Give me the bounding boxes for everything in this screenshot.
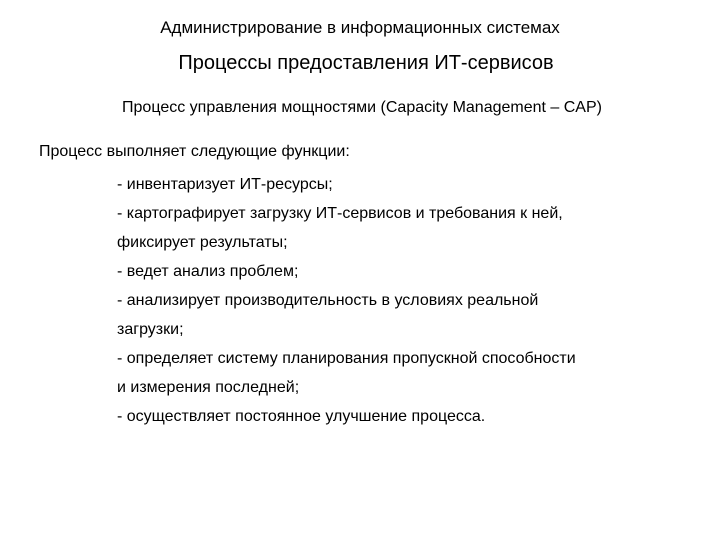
list-item: загрузки; [117,321,184,338]
functions-list [117,170,576,431]
list-item: - инвентаризует ИТ-ресурсы; [117,176,333,193]
list-item: - определяет систему планирования пропускной способности [117,350,576,367]
list-item: и измерения последней; [117,379,300,396]
list-item: - анализирует производительность в условиях реальной [117,292,539,309]
list-item: фиксирует результаты; [117,234,288,251]
section-title: Процессы предоставления ИТ-сервисов [178,52,554,74]
intro-text: Процесс выполняет следующие функции: [39,143,350,160]
process-title: Процесс управления мощностями (Capacity Management – CAP) [122,99,602,116]
list-item: - осуществляет постоянное улучшение процесса. [117,408,486,425]
course-title: Администрирование в информационных системах [160,18,560,37]
list-item: - ведет анализ проблем; [117,263,299,280]
list-item: - картографирует загрузку ИТ-сервисов и требования к ней, [117,205,563,222]
